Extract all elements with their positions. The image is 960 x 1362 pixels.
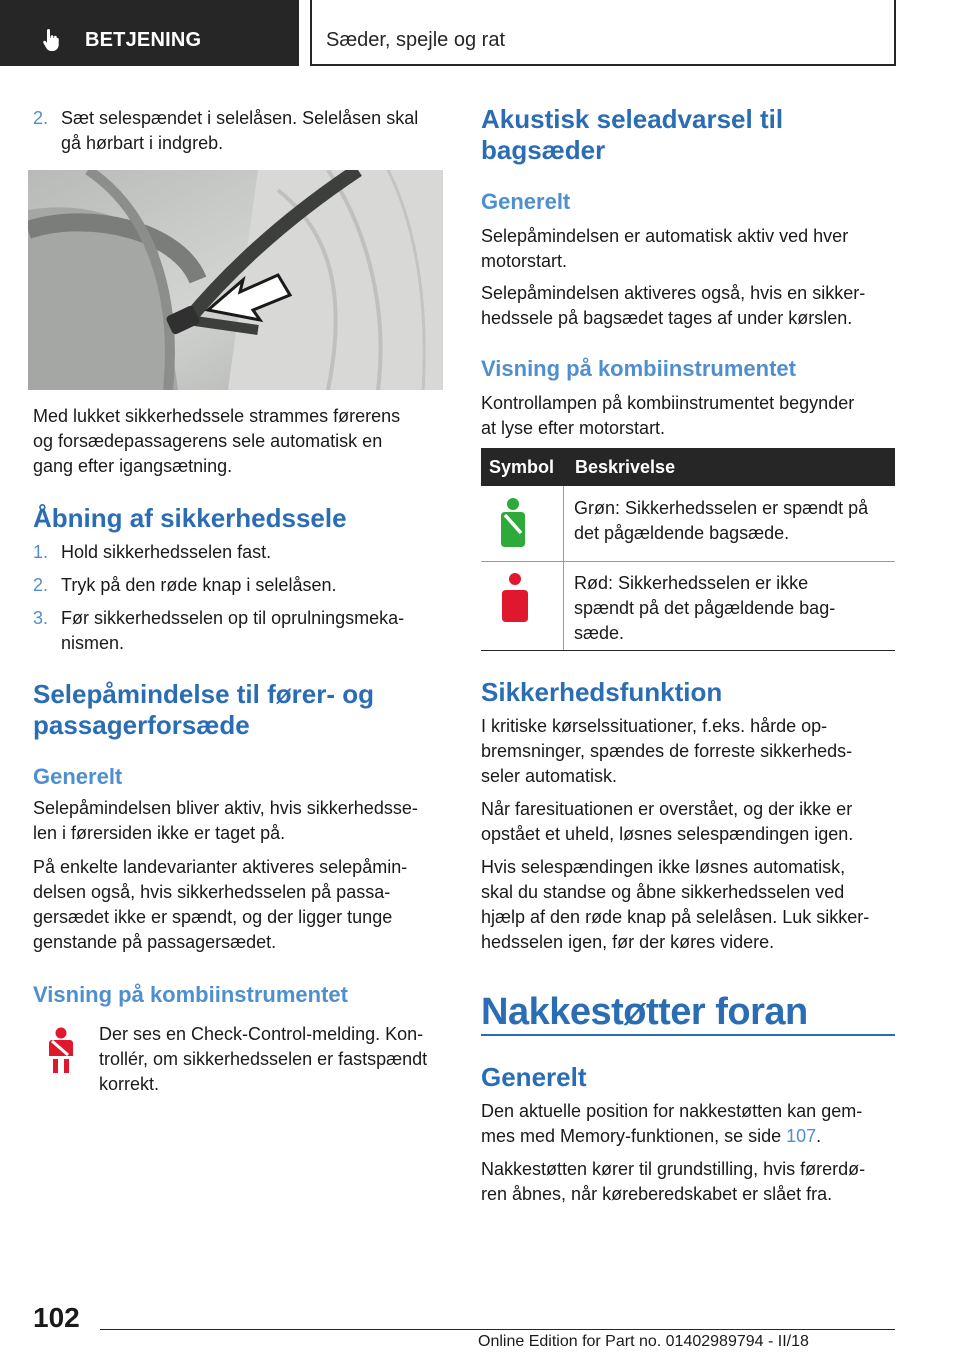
text-line: gersædet ikke er spændt, og der ligger tunge <box>33 907 393 927</box>
subsection-heading: Visning på kombiinstrumentet <box>481 356 796 381</box>
table-cell <box>574 571 894 646</box>
text-line: Hvis selespændingen ikke løsnes automatisk, <box>481 857 846 877</box>
text-line: hjælp af den røde knap på selelåsen. Luk sikker- <box>481 907 870 927</box>
text-line: hedsselen igen, før der køres videre. <box>481 932 775 952</box>
step-number: 2. <box>33 108 49 128</box>
table-row-divider <box>481 561 895 562</box>
text-line: spændt på det pågældende bag- <box>574 598 836 618</box>
text-line: Grøn: Sikkerhedsselen er spændt på <box>574 498 869 518</box>
page-header <box>0 0 960 66</box>
section-heading <box>481 104 783 166</box>
paragraph <box>481 797 895 847</box>
table-cell <box>574 496 894 546</box>
text-line: hedssele på bagsædet tages af under kørslen. <box>481 308 853 328</box>
text-line: opstået et uheld, løsnes selespændingen igen. <box>481 824 854 844</box>
text-line: at lyse efter motorstart. <box>481 418 666 438</box>
step-text: Hold sikkerhedsselen fast. <box>61 542 272 562</box>
chapter-title: Sæder, spejle og rat <box>326 29 505 51</box>
edition-note: Online Edition for Part no. 01402989794 - II/18 <box>478 1333 809 1350</box>
step-text: nismen. <box>61 633 125 653</box>
text-line: gang efter igangsætning. <box>33 456 233 476</box>
text-line: På enkelte landevarianter aktiveres selepåmin- <box>33 857 408 877</box>
chapter-heading: Nakkestøtter foran <box>481 991 808 1033</box>
text-line: motorstart. <box>481 251 568 271</box>
table-header <box>481 448 895 486</box>
step-text: Før sikkerhedsselen op til oprulningsmeka- <box>61 608 405 628</box>
paragraph <box>481 224 895 274</box>
section-tab <box>0 0 299 66</box>
text-line: korrekt. <box>99 1074 160 1094</box>
green-seat-occupant-icon <box>496 497 530 549</box>
step-text: gå hørbart i indgreb. <box>61 133 224 153</box>
text-fragment: mes med Memory-funktionen, se side <box>481 1126 787 1146</box>
heading-line: bagsæder <box>481 135 606 165</box>
subsection-heading: Visning på kombiinstrumentet <box>33 982 348 1007</box>
step-number: 3. <box>33 608 49 628</box>
text-line: Den aktuelle position for nakkestøtten kan gem- <box>481 1101 863 1121</box>
heading-rule <box>481 1034 895 1036</box>
text-line: skal du standse og åbne sikkerhedsselen ved <box>481 882 845 902</box>
text-line: og forsædepassagerens sele automatisk en <box>33 431 383 451</box>
text-line: ren åbnes, når køreberedskabet er slået fra. <box>481 1184 833 1204</box>
section-heading: Åbning af sikkerhedssele <box>33 503 347 533</box>
text-line: Nakkestøtten kører til grundstilling, hvis førerdø- <box>481 1159 866 1179</box>
table-divider <box>563 486 564 650</box>
text-line: Der ses en Check-Control-melding. Kon- <box>99 1024 424 1044</box>
paragraph <box>99 1022 459 1097</box>
text-line: Kontrollampen på kombiinstrumentet begynder <box>481 393 855 413</box>
text-line: delsen også, hvis sikkerhedsselen på passa- <box>33 882 391 902</box>
red-seat-occupant-icon <box>498 572 532 624</box>
text-line: Med lukket sikkerhedssele strammes førerens <box>33 406 401 426</box>
step-text: Sæt selespændet i selelåsen. Selelåsen skal <box>61 108 419 128</box>
text-line: seler automatisk. <box>481 766 618 786</box>
text-line: bremsninger, spændes de forreste sikkerheds- <box>481 741 853 761</box>
section-heading: Sikkerhedsfunktion <box>481 677 723 707</box>
paragraph <box>33 404 453 479</box>
text-fragment: . <box>816 1126 822 1146</box>
page-number: 102 <box>33 1302 80 1333</box>
text-line: sæde. <box>574 623 625 643</box>
text-line: Selepåmindelsen er automatisk aktiv ved hver <box>481 226 849 246</box>
heading-line: Akustisk seleadvarsel til <box>481 104 784 134</box>
column-header-symbol: Symbol <box>489 457 555 477</box>
text-line: det pågældende bagsæde. <box>574 523 790 543</box>
subsection-heading: Generelt <box>481 189 571 214</box>
text-line: Selepåmindelsen aktiveres også, hvis en sikker- <box>481 283 866 303</box>
text-line: genstande på passagersædet. <box>33 932 277 952</box>
chapter-title-box <box>310 0 896 66</box>
text-line: Selepåmindelsen bliver aktiv, hvis sikkerhedsse- <box>33 798 418 818</box>
column-header-description: Beskrivelse <box>575 457 676 477</box>
paragraph <box>481 714 895 789</box>
text-line <box>481 1124 895 1149</box>
step-number: 2. <box>33 575 49 595</box>
paragraph <box>33 855 453 955</box>
paragraph <box>481 1157 895 1207</box>
text-line: Når faresituationen er overstået, og der ikke er <box>481 799 853 819</box>
page-link[interactable]: 107 <box>786 1126 817 1146</box>
step-text: Tryk på den røde knap i selelåsen. <box>61 575 337 595</box>
seat-belt-buckle-photo <box>28 170 443 390</box>
paragraph <box>481 281 895 331</box>
text-line: trollér, om sikkerhedsselen er fastspændt <box>99 1049 428 1069</box>
footer-rule <box>100 1329 895 1330</box>
text-line: len i førersiden ikke er taget på. <box>33 823 286 843</box>
paragraph <box>481 1099 895 1149</box>
heading-line: passagerforsæde <box>33 710 250 740</box>
section-heading <box>33 679 374 741</box>
seatbelt-warning-icon <box>44 1026 78 1076</box>
text-line: I kritiske kørselssituationer, f.eks. hårde op- <box>481 716 828 736</box>
hand-pointer-icon <box>40 28 64 52</box>
heading-line: Selepåmindelse til fører- og <box>33 679 374 709</box>
paragraph <box>481 391 895 441</box>
subsection-heading: Generelt <box>33 764 123 789</box>
step-number: 1. <box>33 542 49 562</box>
paragraph <box>33 796 453 846</box>
table-bottom-line <box>481 650 895 651</box>
text-line: Rød: Sikkerhedsselen er ikke <box>574 573 809 593</box>
section-label: BETJENING <box>85 29 202 51</box>
paragraph <box>481 855 895 955</box>
section-heading: Generelt <box>481 1062 587 1092</box>
